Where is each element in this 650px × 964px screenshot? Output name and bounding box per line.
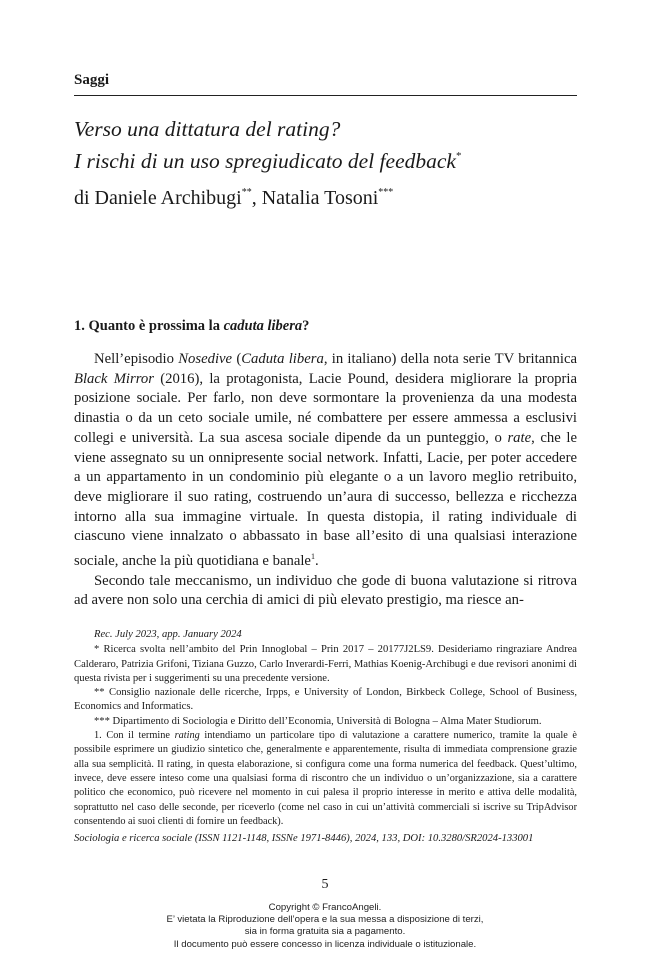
copyright-line-3: sia in forma gratuita sia a pagamento. (244, 926, 406, 938)
author2-footnote-mark[interactable]: *** (378, 187, 394, 198)
fn1-text-a: 1. Con il termine (94, 730, 175, 742)
journal-citation: Sociologia e ricerca sociale (ISSN 1121-1148, ISSNe 1971-8446), 2024, 133, DOI: 10.3280/SR2024-133001 (74, 833, 534, 845)
p1-text-end: . (314, 553, 319, 570)
p1-text-e: , in italiano) della nota serie TV britannica (323, 351, 577, 367)
article-authors (74, 180, 393, 211)
footnote-3star: *** Dipartimento di Sociologia e Diritto dell’Economia, Università di Bologna – Alma Mater Studiorum. (94, 715, 542, 727)
title-line-1: Verso una dittatura del rating? (74, 117, 341, 141)
copyright-line-4: Il documento può essere concesso in licenza individuale o istituzionale. (173, 938, 477, 950)
p1-text-c: ( (232, 351, 242, 367)
body-text (74, 350, 577, 611)
p1-italic-nosedive: Nosedive (178, 351, 233, 367)
footnote-ref-1[interactable]: 1 (310, 552, 315, 562)
p1-italic-blackmirror: Black Mirror (74, 370, 154, 387)
p1-text-i: , che le viene assegnato su un onnipresente social network. Infatti, Lacie, per poter accedere a un appartamento in un condominio più elegante o a un lavoro meglio retribuito, deve migliorare il suo rating, costruendo un’aura di successo, bellezza e ricchezza intorno alla sua immagine virtuale. In questa distopia, il rating individuale di ciascuno viene innalzato o abbassato in base all’esito di una qualsiasi interazione sociale, anche la più quotidiana e banale (74, 429, 577, 570)
heading-italic: caduta libera (223, 318, 303, 334)
author1-footnote-mark[interactable]: ** (241, 187, 252, 198)
footnote-star: * Ricerca svolta nell’ambito del Prin Innoglobal – Prin 2017 – 20177J2LS9. Desideriamo ringraziare Andrea Calderaro, Patrizia Grifoni, Tiziana Guzzo, Carlo Inverardi-Ferri, Mathias Koenig-Archibugi e due revisori anonimi di questa rivista per i suggerimenti su una precedente versione. (74, 644, 577, 684)
footnote-2star: ** Consiglio nazionale delle ricerche, Irpps, e University of London, Birkbeck College, School of Business, Economics and Informatics. (74, 687, 577, 713)
authors-prefix: di Daniele Archibugi (74, 187, 242, 209)
copyright-line-1: Copyright © FrancoAngeli. (268, 902, 382, 913)
page-number: 5 (321, 877, 329, 892)
p1-italic-rate: rate (507, 429, 532, 446)
fn1-text-c: intendiamo un particolare tipo di valutazione a carattere numerico, tramite la quale è possibile esprimere un giudizio sintetico che, generalmente e apparentemente, risulta di immediata comprensione grazie alla sua semplicità. Il rating, in questa elaborazione, si configura come una forma numerica del feedback. Quest’ultimo, invece, deve essere inteso come una qualsiasi forma di riscontro che un individuo o un’organizzazione, sia a carattere politico che economico, può ricevere nel momento in cui palesa il proprio interesse in merito e attiva delle modalità, soprattutto nel caso delle seconde, per riceverlo (come nel caso in cui un’attività commerciali si iscrive su TripAdvisor consentendo ai suoi clienti di fornire un feedback). (74, 730, 577, 827)
heading-prefix: 1. Quanto è prossima la (74, 318, 224, 334)
heading-suffix: ? (302, 318, 310, 334)
fn1-italic-rating: rating (174, 730, 200, 742)
section-label: Saggi (74, 72, 110, 88)
article-title (74, 116, 461, 175)
paragraph-1 (74, 350, 577, 572)
p1-text-a: Nell’episodio (94, 351, 179, 367)
header-rule (74, 95, 577, 96)
p1-italic-caduta: Caduta libera (241, 351, 324, 367)
paragraph-2: Secondo tale meccanismo, un individuo che gode di buona valutazione si ritrova ad avere non solo una cerchia di amici di più elevato prestigio, ma riesce an- (74, 572, 577, 609)
copyright-line-2: E’ vietata la Riproduzione dell’opera e la sua messa a disposizione di terzi, (166, 914, 484, 926)
section-heading (74, 318, 309, 335)
footnotes (74, 628, 577, 846)
footnote-1 (74, 729, 577, 829)
p1-text-g: (2016), la protagonista, Lacie Pound, desidera migliorare la propria posizione sociale. Per farlo, non deve sormontare la provenienza da una modesta dinastia o da un ceto sociale umile, né combattere per essere ammessa a esclusivi collegi e università. La sua ascesa sociale dipende da un punteggio, o (74, 370, 577, 446)
authors-separator: , Natalia Tosoni (251, 187, 379, 209)
copyright-notice (0, 902, 650, 951)
title-line-2 (74, 143, 461, 175)
received-dates: Rec. July 2023, app. January 2024 (94, 629, 242, 640)
title-footnote-mark[interactable]: * (455, 150, 462, 162)
title-line-2-text: I rischi di un uso spregiudicato del feedback (74, 149, 456, 173)
